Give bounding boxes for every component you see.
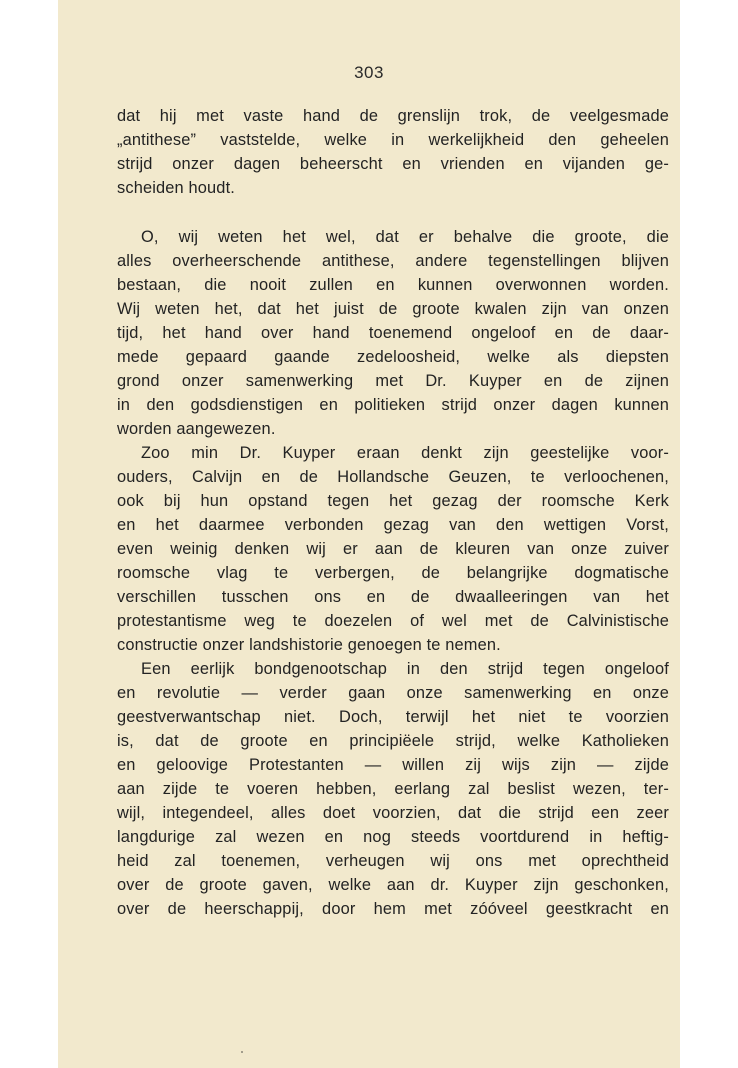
text-line: over de heerschappij, door hem met zóóveel geestkracht en — [117, 900, 669, 918]
text-line: langdurige zal wezen en nog steeds voortdurend in heftig- — [117, 828, 669, 846]
text-line: Een eerlijk bondgenootschap in den strijd tegen ongeloof — [141, 660, 669, 678]
text-line: roomsche vlag te verbergen, de belangrijke dogmatische — [117, 564, 669, 582]
text-line: Zoo min Dr. Kuyper eraan denkt zijn geestelijke voor- — [141, 444, 669, 462]
paragraph-3 — [117, 441, 669, 657]
paragraph-2 — [117, 225, 669, 441]
text-line: mede gepaard gaande zedeloosheid, welke als diepsten — [117, 348, 669, 366]
text-line: is, dat de groote en principiëele strijd, welke Katholieken — [117, 732, 669, 750]
text-line: protestantisme weg te doezelen of wel met de Calvinistische — [117, 612, 669, 630]
text-line: geestverwantschap niet. Doch, terwijl het niet te voorzien — [117, 708, 669, 726]
text-line: constructie onzer landshistorie genoegen te nemen. — [117, 636, 501, 654]
text-line: en het daarmee verbonden gezag van den wettigen Vorst, — [117, 516, 669, 534]
text-line: aan zijde te voeren hebben, eerlang zal beslist wezen, ter- — [117, 780, 669, 798]
text-line: dat hij met vaste hand de grenslijn trok, de veelgesmade — [117, 107, 669, 125]
text-line: „antithese” vaststelde, welke in werkelijkheid den geheelen — [117, 131, 669, 149]
text-line: in den godsdienstigen en politieken strijd onzer dagen kunnen — [117, 396, 669, 414]
text-line: tijd, het hand over hand toenemend ongeloof en de daar- — [117, 324, 669, 342]
text-line: alles overheerschende antithese, andere tegenstellingen blijven — [117, 252, 669, 270]
text-line: verschillen tusschen ons en de dwaalleeringen van het — [117, 588, 669, 606]
paragraph-4 — [117, 657, 669, 921]
text-line: wijl, integendeel, alles doet voorzien, dat die strijd een zeer — [117, 804, 669, 822]
text-line: ook bij hun opstand tegen het gezag der roomsche Kerk — [117, 492, 669, 510]
text-line: en geloovige Protestanten — willen zij wijs zijn — zijde — [117, 756, 669, 774]
text-line: worden aangewezen. — [117, 420, 276, 438]
text-line: O, wij weten het wel, dat er behalve die groote, die — [141, 228, 669, 246]
text-line: over de groote gaven, welke aan dr. Kuyper zijn geschonken, — [117, 876, 669, 894]
text-line: Wij weten het, dat het juist de groote kwalen zijn van onzen — [117, 300, 669, 318]
text-line: grond onzer samenwerking met Dr. Kuyper en de zijnen — [117, 372, 669, 390]
book-page — [58, 0, 680, 1068]
text-line: en revolutie — verder gaan onze samenwerking en onze — [117, 684, 669, 702]
text-line: heid zal toenemen, verheugen wij ons met oprechtheid — [117, 852, 669, 870]
paper-speck — [241, 1051, 243, 1053]
text-line: scheiden houdt. — [117, 179, 235, 197]
paragraph-1 — [117, 104, 669, 200]
page-number: 303 — [354, 63, 384, 82]
text-line: strijd onzer dagen beheerscht en vrienden en vijanden ge- — [117, 155, 669, 173]
text-line: ouders, Calvijn en de Hollandsche Geuzen, te verloochenen, — [117, 468, 669, 486]
text-line: bestaan, die nooit zullen en kunnen overwonnen worden. — [117, 276, 669, 294]
text-line: even weinig denken wij er aan de kleuren van onze zuiver — [117, 540, 669, 558]
